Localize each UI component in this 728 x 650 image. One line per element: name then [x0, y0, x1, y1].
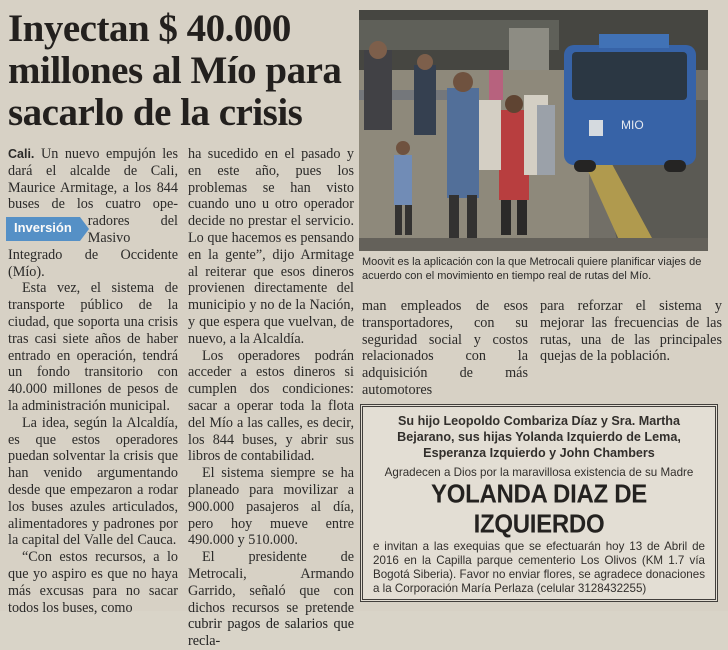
- article-column-1: [8, 146, 178, 616]
- news-photo: [359, 10, 708, 251]
- headline: [8, 8, 358, 134]
- article-paragraph: Esta vez, el sistema de transporte público de la ciudad, que soporta una crisis tras casi siete años de haber entrado en operación, tendrá un fondo transitorio con 40.000 millones de pesos de la administración municipal.: [8, 280, 178, 414]
- lead-paragraph-part-1: Un nuevo empujón les dará el alcalde de Cali, Maurice Armitage, a los 844 buses de los cuatro ope-: [8, 146, 179, 213]
- article-paragraph: El presidente de Metrocali, Armando Garrido, señaló que con dichos recursos se pretende cubrir pagos de salarios que recla-: [188, 549, 354, 650]
- dateline-city: Cali.: [8, 147, 35, 161]
- obituary-thanks: Agradecen a Dios por la maravillosa existencia de su Madre: [384, 466, 694, 479]
- article-paragraph: man empleados de esos transportadores, con su seguridad social y costos relacionados con la adquisición de más automotores: [362, 298, 528, 398]
- article-paragraph: Los operadores podrán acceder a estos dineros si cumplen dos condiciones: sacar a operar toda la flota del Mío a las calles, es decir, los 844 buses, y abrir sus libros de contabilidad.: [188, 347, 354, 465]
- article-column-4: [540, 298, 722, 365]
- obituary-name: YOLANDA DIAZ DE IZQUIERDO: [431, 479, 647, 540]
- obituary-family: Su hijo Leopoldo Combariza Díaz y Sra. Martha Bejarano, sus hijas Yolanda Izquierdo de Lema, Esperanza Izquierdo y John Chambers: [397, 414, 681, 460]
- headline-line-2: millones al Mío para: [8, 49, 342, 92]
- article-column-2: [188, 146, 354, 650]
- section-tag: Inversión: [6, 217, 80, 241]
- headline-line-3: sacarlo de la crisis: [8, 91, 303, 134]
- headline-line-1: Inyectan $ 40.000: [8, 7, 291, 50]
- article-column-3: [362, 298, 528, 399]
- obituary-notice: [360, 404, 718, 602]
- lead-paragraph-part-2: radores del Masivo Integrado de Occidente (Mío).: [8, 213, 178, 280]
- bus-station-photo: [359, 10, 708, 251]
- article-paragraph: La idea, según la Alcaldía, es que estos operadores puedan solventar la crisis que han venido argumentando desde que empezaron a rodar los buses azules articulados, alimentadores y padrones por la capital del Valle del Cauca.: [8, 414, 178, 549]
- article-paragraph: El sistema siempre se ha planeado para movilizar a 900.000 pasajeros al día, pero hoy mueve entre 490.000 y 510.000.: [188, 465, 354, 549]
- article-paragraph: para reforzar el sistema y mejorar las frecuencias de las rutas, una de las principales quejas de la población.: [540, 298, 722, 365]
- bus-logo: MIO: [621, 118, 644, 132]
- photo-caption: Moovit es la aplicación con la que Metrocali quiere planificar viajes de acuerdo con el movimiento en tiempo real de rutas del Mío.: [362, 256, 702, 282]
- obituary-details: e invitan a las exequias que se efectuarán hoy 13 de Abril de 2016 en la Capilla parque cementerio Los Olivos (KM 1.7 vía Bogotá Siberia). Favor no enviar flores, se agradece donaciones a la Corporación María Perlaza (celular 3128432255): [373, 540, 705, 595]
- article-paragraph: “Con estos recursos, a lo que yo aspiro es que no haya más excusas para no sacar todos los buses, como: [8, 549, 178, 616]
- article-paragraph: ha sucedido en el pasado y en este año, pues los problemas se han visto cuando uno u otro operador decide no prestar el servicio. Lo que hacemos es pensando en la gente”, dijo Armitage al reiterar que esos dineros provienen directamente del municipio y no de la Nación, y que espera que vuelvan, de nuevo, a la Alcaldía.: [188, 146, 354, 347]
